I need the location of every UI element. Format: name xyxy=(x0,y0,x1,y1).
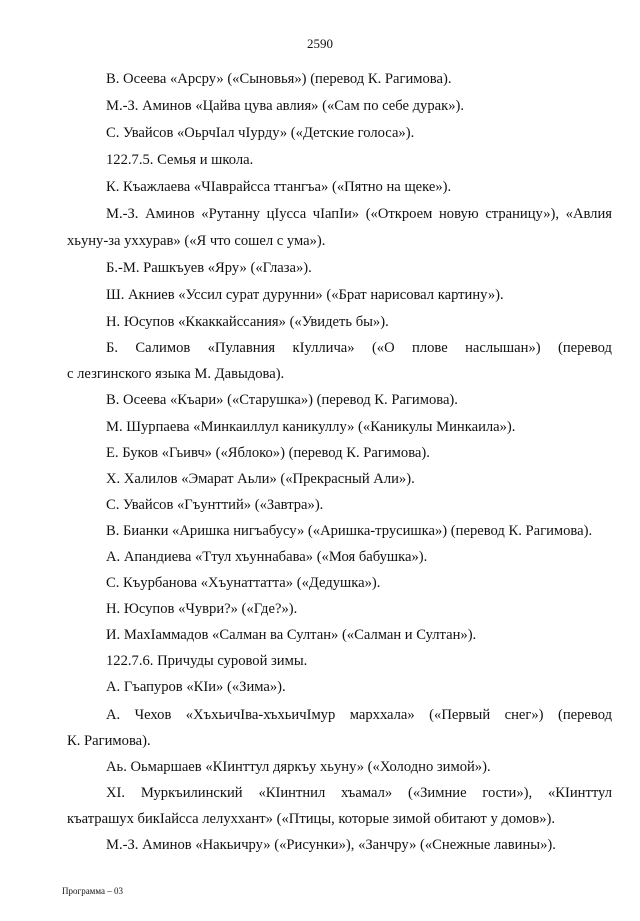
footer-label: Программа – 03 xyxy=(62,886,124,896)
page-number: 2590 xyxy=(307,36,333,51)
text-line: А. Гъапуров «КIи» («Зима»). xyxy=(106,679,286,695)
text-line: с лезгинского языка М. Давыдова). xyxy=(67,366,285,382)
text-line: В. Осеева «Къари» («Старушка») (перевод К. Рагимова). xyxy=(106,392,458,408)
text-line: М.-З. Аминов «Рутанну цIусса чIапIи» («Откроем новую страницу»), «Авлия xyxy=(106,206,612,222)
text-line: И. МахIаммадов «Салман ва Султан» («Салман и Султан»). xyxy=(106,627,477,643)
text-line: М. Шурпаева «Минкаиллул каникуллу» («Каникулы Минкаила»). xyxy=(106,419,516,435)
text-line: Ш. Акниев «Уссил сурат дурунни» («Брат нарисовал картину»). xyxy=(106,287,504,303)
text-line: М.-З. Аминов «Накьичру» («Рисунки»), «Занчру» («Снежные лавины»). xyxy=(106,837,556,853)
text-line: XI. Муркъилинский «КIинтнил хъамал» («Зимние гости»), «КIинттул xyxy=(106,785,612,801)
text-line: С. Увайсов «ОьрчIал чIурду» («Детские голоса»). xyxy=(106,125,415,141)
text-line: Х. Халилов «Эмарат Аьли» («Прекрасный Али»). xyxy=(106,471,415,487)
text-line: Н. Юсупов «Чуври?» («Где?»). xyxy=(106,601,298,617)
text-line: А. Чехов «ХъхьичIва-хъхьичIмур марххала» («Первый снег») (перевод xyxy=(106,707,612,723)
text-line: Б.-М. Рашкъуев «Яру» («Глаза»). xyxy=(106,260,312,276)
text-line: хьуну-за уххурав» («Я что сошел с ума»). xyxy=(67,233,326,249)
text-line: къатрашух бикIайсса лелуххант» («Птицы, которые зимой обитают у домов»). xyxy=(67,811,556,827)
text-line: С. Къурбанова «Хъунаттатта» («Дедушка»). xyxy=(106,575,381,591)
text-line: В. Бианки «Аришка нигъабусу» («Аришка-трусишка») (перевод К. Рагимова). xyxy=(106,523,593,539)
section-heading: 122.7.6. Причуды суровой зимы. xyxy=(106,653,308,669)
text-line: Аь. Оьмаршаев «КIинттул дяркъу хьуну» («Холодно зимой»). xyxy=(106,759,491,775)
text-line: К. Къажлаева «ЧIаврайсса ттангъа» («Пятно на щеке»). xyxy=(106,179,452,195)
text-line: К. Рагимова). xyxy=(67,733,151,749)
text-line: М.-З. Аминов «Цайва цува авлия» («Сам по себе дурак»). xyxy=(106,98,465,114)
text-line: А. Апандиева «Ттул хъуннабава» («Моя бабушка»). xyxy=(106,549,428,565)
text-line: Б. Салимов «Пулавния кIуллича» («О плове наслышан») (перевод xyxy=(106,340,612,356)
text-line: С. Увайсов «Гъунттий» («Завтра»). xyxy=(106,497,324,513)
text-line: Е. Буков «Гьивч» («Яблоко») (перевод К. Рагимова). xyxy=(106,445,430,461)
text-line: В. Осеева «Арсру» («Сыновья») (перевод К. Рагимова). xyxy=(106,71,452,87)
text-line: Н. Юсупов «Ккаккайссания» («Увидеть бы»). xyxy=(106,314,389,330)
section-heading: 122.7.5. Семья и школа. xyxy=(106,152,254,168)
